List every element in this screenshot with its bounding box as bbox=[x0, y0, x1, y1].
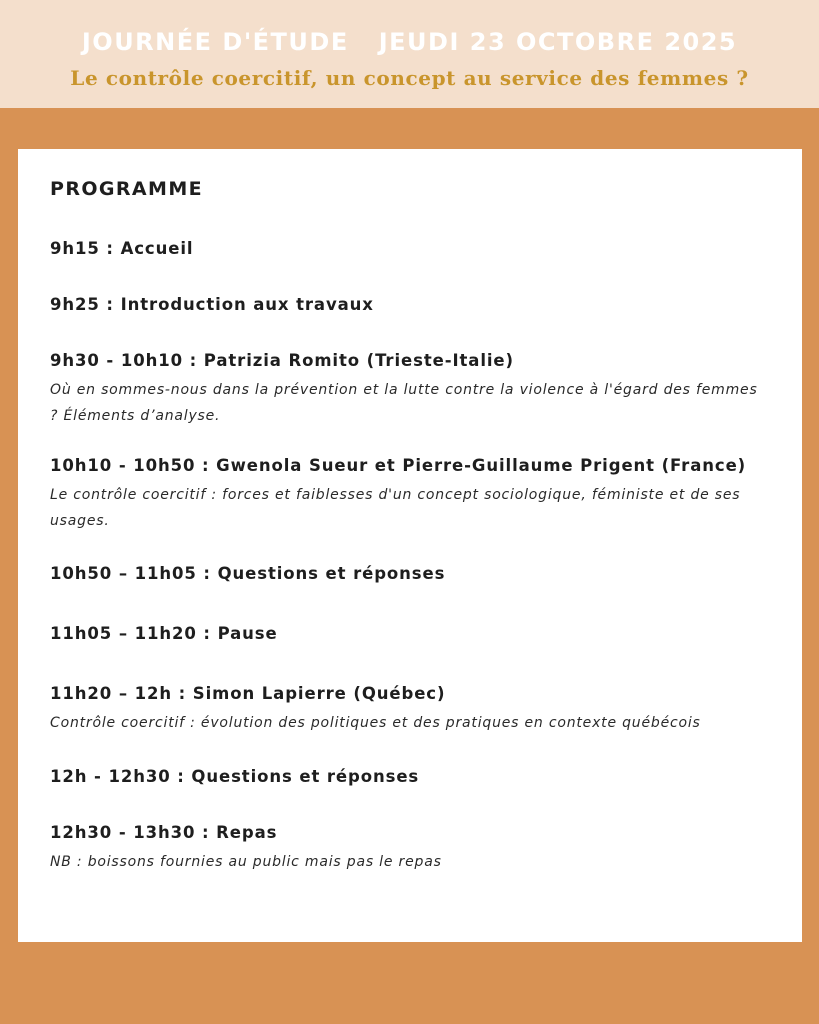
programme-item bbox=[50, 455, 770, 534]
item-description: NB : boissons fournies au public mais pas le repas bbox=[50, 854, 442, 870]
item-heading: 9h25 : Introduction aux travaux bbox=[50, 295, 374, 314]
item-description: Où en sommes-nous dans la prévention et la lutte contre la violence à l'égard des femmes ? Éléments d’analyse. bbox=[50, 382, 758, 424]
programme-item bbox=[50, 683, 770, 736]
programme-item bbox=[50, 766, 770, 788]
header-band bbox=[0, 0, 819, 108]
event-title-line bbox=[0, 28, 819, 56]
programme-title: PROGRAMME bbox=[50, 178, 204, 200]
item-heading: 9h30 - 10h10 : Patrizia Romito (Trieste-Italie) bbox=[50, 351, 514, 370]
programme-item bbox=[50, 238, 770, 260]
item-description: Contrôle coercitif : évolution des politiques et des pratiques en contexte québécois bbox=[50, 715, 701, 731]
item-heading: 10h10 - 10h50 : Gwenola Sueur et Pierre-Guillaume Prigent (France) bbox=[50, 456, 747, 475]
item-heading: 9h15 : Accueil bbox=[50, 239, 194, 258]
programme-item bbox=[50, 822, 770, 875]
item-heading: 11h20 – 12h : Simon Lapierre (Québec) bbox=[50, 684, 446, 703]
programme-card bbox=[18, 149, 802, 942]
event-label: JOURNÉE D'ÉTUDE bbox=[81, 28, 349, 56]
item-heading: 12h30 - 13h30 : Repas bbox=[50, 823, 278, 842]
item-description: Le contrôle coercitif : forces et faiblesses d'un concept sociologique, féministe et de ses usages. bbox=[50, 487, 741, 529]
item-heading: 12h - 12h30 : Questions et réponses bbox=[50, 767, 420, 786]
programme-item bbox=[50, 350, 770, 429]
item-heading: 11h05 – 11h20 : Pause bbox=[50, 624, 278, 643]
event-date: JEUDI 23 OCTOBRE 2025 bbox=[378, 28, 738, 56]
programme-item bbox=[50, 294, 770, 316]
item-heading: 10h50 – 11h05 : Questions et réponses bbox=[50, 564, 446, 583]
event-subtitle: Le contrôle coercitif, un concept au service des femmes ? bbox=[70, 66, 749, 90]
programme-item bbox=[50, 563, 770, 585]
programme-item bbox=[50, 623, 770, 645]
